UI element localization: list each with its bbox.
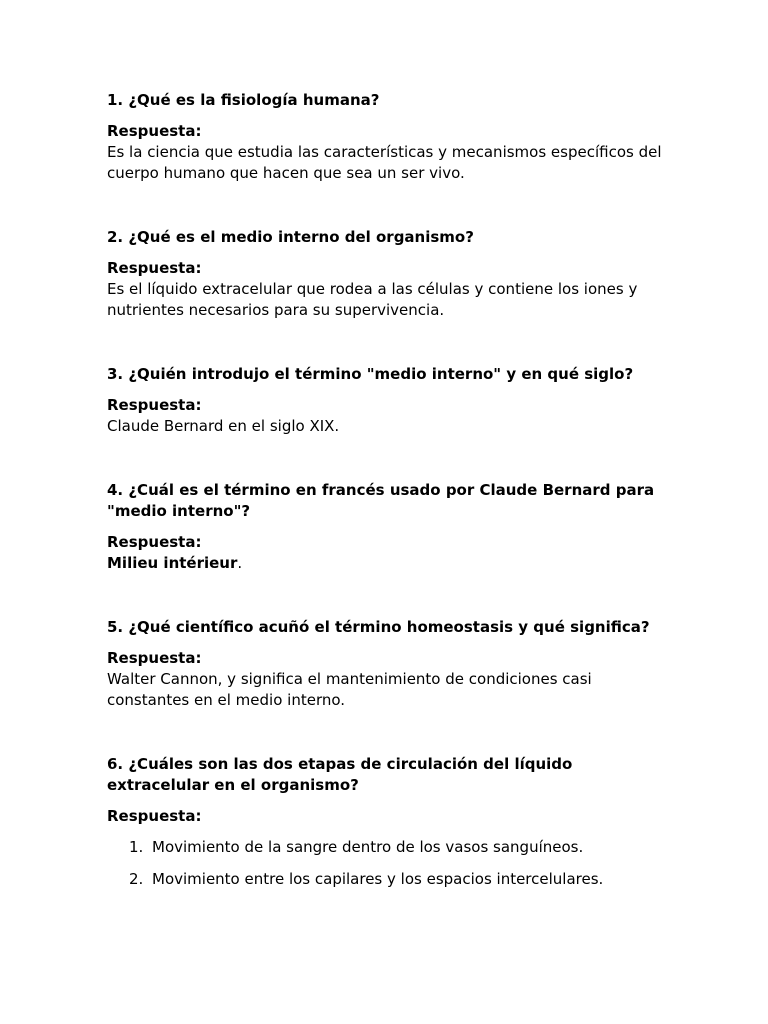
question-5: 5. ¿Qué científico acuñó el término homeostasis y qué significa? [107, 618, 650, 636]
question-1: 1. ¿Qué es la fisiología humana? [107, 91, 380, 109]
list-item-text: Movimiento entre los capilares y los espacios intercelulares. [152, 870, 604, 888]
qa-item-3 [107, 364, 668, 437]
qa-item-4 [107, 480, 668, 574]
answer-3: Claude Bernard en el siglo XIX. [107, 417, 340, 435]
answer-label-5: Respuesta: [107, 649, 202, 667]
answer-6-steps [107, 837, 668, 890]
qa-item-2 [107, 227, 668, 321]
question-3: 3. ¿Quién introdujo el término "medio interno" y en qué siglo? [107, 365, 634, 383]
qa-item-6 [107, 754, 668, 890]
question-2: 2. ¿Qué es el medio interno del organismo? [107, 228, 474, 246]
question-4: 4. ¿Cuál es el término en francés usado por Claude Bernard para "medio interno"? [107, 481, 655, 520]
answer-1: Es la ciencia que estudia las características y mecanismos específicos del cuerpo humano que hacen que sea un ser vivo. [107, 143, 662, 182]
list-item-text: Movimiento de la sangre dentro de los vasos sanguíneos. [152, 838, 584, 856]
question-6: 6. ¿Cuáles son las dos etapas de circulación del líquido extracelular en el organismo? [107, 755, 573, 794]
list-item [129, 869, 668, 890]
qa-item-5 [107, 617, 668, 711]
answer-label-4: Respuesta: [107, 533, 202, 551]
list-item [129, 837, 668, 858]
answer-label-6: Respuesta: [107, 807, 202, 825]
answer-4 [107, 553, 668, 574]
answer-label-1: Respuesta: [107, 122, 202, 140]
answer-4-term: Milieu intérieur [107, 554, 238, 572]
answer-2: Es el líquido extracelular que rodea a las células y contiene los iones y nutrientes necesarios para su supervivencia. [107, 280, 638, 319]
answer-label-2: Respuesta: [107, 259, 202, 277]
answer-5: Walter Cannon, y significa el mantenimiento de condiciones casi constantes en el medio interno. [107, 670, 592, 709]
list-item-number: 1. [129, 838, 144, 856]
answer-label-3: Respuesta: [107, 396, 202, 414]
answer-4-tail: . [237, 554, 243, 572]
qa-item-1 [107, 90, 668, 184]
list-item-number: 2. [129, 870, 144, 888]
